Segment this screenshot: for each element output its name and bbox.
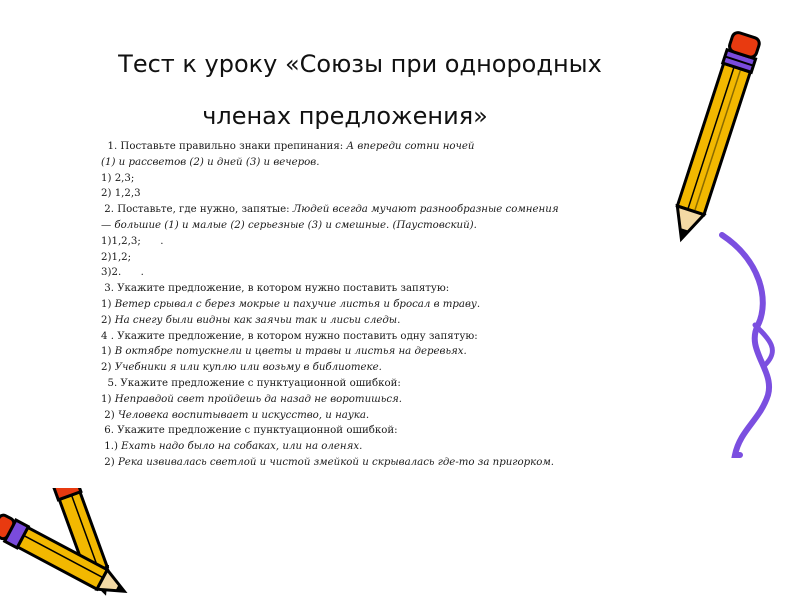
text-line-plain: 2)1,2; <box>101 251 132 263</box>
text-line-italic: Людей всегда мучают разнообразные сомнения <box>292 204 559 216</box>
text-line-plain: 5. Укажите предложение с пунктуационной ошибкой: <box>101 377 401 389</box>
text-line <box>101 344 601 360</box>
text-line-italic: В октябре потускнели и цветы и травы и листья на деревьях. <box>114 346 467 358</box>
title-line-1: Тест к уроку «Союзы при однородных <box>118 50 602 78</box>
text-line-italic: А впереди сотни ночей <box>346 141 475 152</box>
text-line-plain: 1) <box>101 393 115 405</box>
text-line <box>101 202 601 218</box>
text-line <box>101 297 601 313</box>
text-line-plain: 6. Укажите предложение с пунктуационной ошибкой: <box>101 425 398 437</box>
text-line <box>101 423 601 439</box>
text-line <box>101 139 601 155</box>
text-line-italic: Ветер срывал с берез мокрые и пахучие листья и бросал в траву. <box>114 298 481 310</box>
text-line <box>101 218 601 234</box>
text-line-plain: 2) <box>101 314 115 326</box>
title-line-2: членах предложения» <box>202 102 488 130</box>
text-line-plain: 3)2. . <box>101 267 144 279</box>
text-line-plain: 4 . Укажите предложение, в котором нужно поставить одну запятую: <box>101 330 478 342</box>
text-line-plain: 2) 1,2,3 <box>101 188 141 200</box>
text-line-plain: 2) <box>101 456 118 468</box>
text-line-italic: (1) и рассветов (2) и дней (3) и вечеров. <box>101 156 320 168</box>
text-line-plain: 1.) <box>101 441 122 453</box>
pencil-icon <box>640 0 800 460</box>
text-line <box>101 376 601 392</box>
text-line <box>101 171 601 187</box>
text-line <box>101 329 601 345</box>
text-line <box>101 155 601 171</box>
text-line <box>101 392 601 408</box>
text-line <box>101 313 601 329</box>
text-line-plain: 2) <box>101 409 118 421</box>
text-line <box>101 408 601 424</box>
text-line-plain: 1)1,2,3; . <box>101 235 164 247</box>
pencils-icon <box>0 488 150 598</box>
text-line-plain: 1. Поставьте правильно знаки препинания: <box>101 141 347 152</box>
scribble-line-icon <box>722 235 769 455</box>
text-line-italic: Неправдой свет пройдешь да назад не воротишься. <box>114 393 403 405</box>
text-line-plain: 3. Укажите предложение, в котором нужно поставить запятую: <box>101 283 450 295</box>
test-questions <box>101 139 601 471</box>
text-line-italic: Ехать надо было на собаках, или на оленях. <box>121 441 363 453</box>
text-line-plain: 1) <box>101 346 115 358</box>
text-line-italic: Река извивалась светлой и чистой змейкой и скрывалась где-то за пригорком. <box>117 456 555 468</box>
text-line <box>101 186 601 202</box>
text-line <box>101 234 601 250</box>
text-line <box>101 265 601 281</box>
text-line <box>101 360 601 376</box>
text-line-italic: — большие (1) и малые (2) серьезные (3) и смешные. (Паустовский). <box>101 219 477 231</box>
text-line-plain: 2) <box>101 362 115 374</box>
text-line <box>101 250 601 266</box>
text-line-plain: 2. Поставьте, где нужно, запятые: <box>101 204 293 216</box>
text-line-italic: Учебники я или куплю или возьму в библиотеке. <box>114 362 382 374</box>
text-line-plain: 1) <box>101 298 115 310</box>
text-line <box>101 455 601 471</box>
text-line <box>101 439 601 455</box>
text-line-italic: Человека воспитывает и искусство, и наука. <box>117 409 370 421</box>
text-line-italic: На снегу были видны как заячьи так и лисьи следы. <box>114 314 401 326</box>
text-line <box>101 281 601 297</box>
text-line-plain: 1) 2,3; <box>101 172 135 184</box>
